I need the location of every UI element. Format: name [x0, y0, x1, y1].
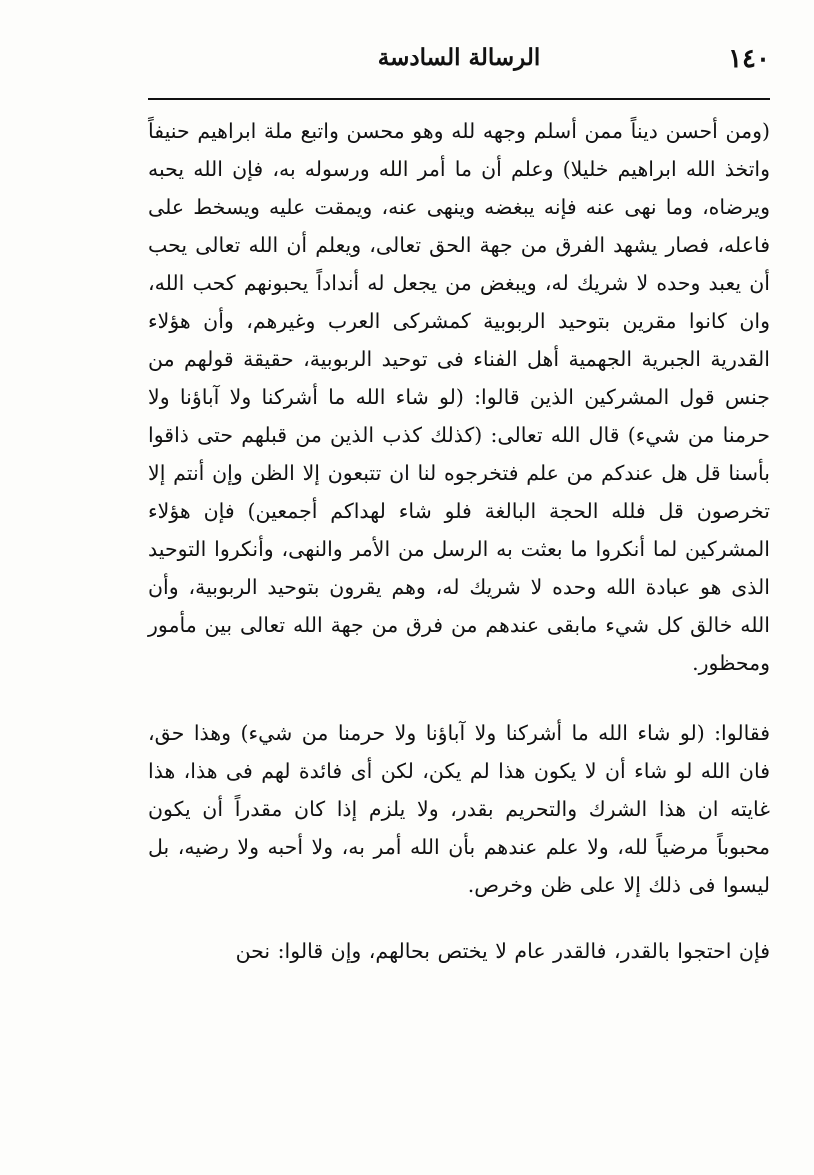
header-divider	[148, 98, 770, 100]
page-number: ١٤٠	[728, 44, 770, 74]
main-text	[148, 112, 770, 970]
running-title: الرسالة السادسة	[377, 44, 541, 71]
paragraph: (ومن أحسن ديناً ممن أسلم وجهه لله وهو محسن واتبع ملة ابراهيم حنيفاً واتخذ الله ابراهيم خليلا) وعلم أن ما أمر الله ورسوله به، فإن الله يحبه ويرضاه، وما نهى عنه فإنه يبغضه وينهى عنه، ويمقت عليه ويسخط على فاعله، فصار يشهد الفرق من جهة الحق تعالى، ويعلم أن الله تعالى يحب أن يعبد وحده لا شريك له، ويبغض من يجعل له أنداداً يحبونهم كحب الله، وان كانوا مقرين بتوحيد الربوبية كمشركى العرب وغيرهم، وأن هؤلاء القدرية الجبرية الجهمية أهل الفناء فى توحيد الربوبية، حقيقة قولهم من جنس قول المشركين الذين قالوا: (لو شاء الله ما أشركنا ولا آباؤنا ولا حرمنا من شيء) قال الله تعالى: (كذلك كذب الذين من قبلهم حتى ذاقوا بأسنا قل هل عندكم من علم فتخرجوه لنا ان تتبعون إلا الظن وإن أنتم إلا تخرصون قل فلله الحجة البالغة فلو شاء لهداكم أجمعين) فإن هؤلاء المشركين لما أنكروا ما بعثت به الرسل من الأمر والنهى، وأنكروا التوحيد الذى هو عبادة الله وحده لا شريك له، وهم يقرون بتوحيد الربوبية، وأن الله خالق كل شيء مابقى عندهم من فرق من جهة الله تعالى بين مأمور ومحظور.	[148, 119, 770, 675]
paragraph: فإن احتجوا بالقدر، فالقدر عام لا يختص بحالهم، وإن قالوا: نحن	[235, 939, 770, 963]
paragraph: فقالوا: (لو شاء الله ما أشركنا ولا آباؤنا ولا حرمنا من شيء) وهذا حق، فان الله لو شاء أن لا يكون هذا لم يكن، لكن أى فائدة لهم فى هذا، هذا غايته ان هذا الشرك والتحريم بقدر، ولا يلزم إذا كان مقدراً أن يكون محبوباً مرضياً لله، ولا علم عندهم بأن الله أمر به، ولا أحبه ولا رضيه، بل ليسوا فى ذلك إلا على ظن وخرص.	[148, 721, 770, 897]
page-header	[148, 40, 770, 80]
